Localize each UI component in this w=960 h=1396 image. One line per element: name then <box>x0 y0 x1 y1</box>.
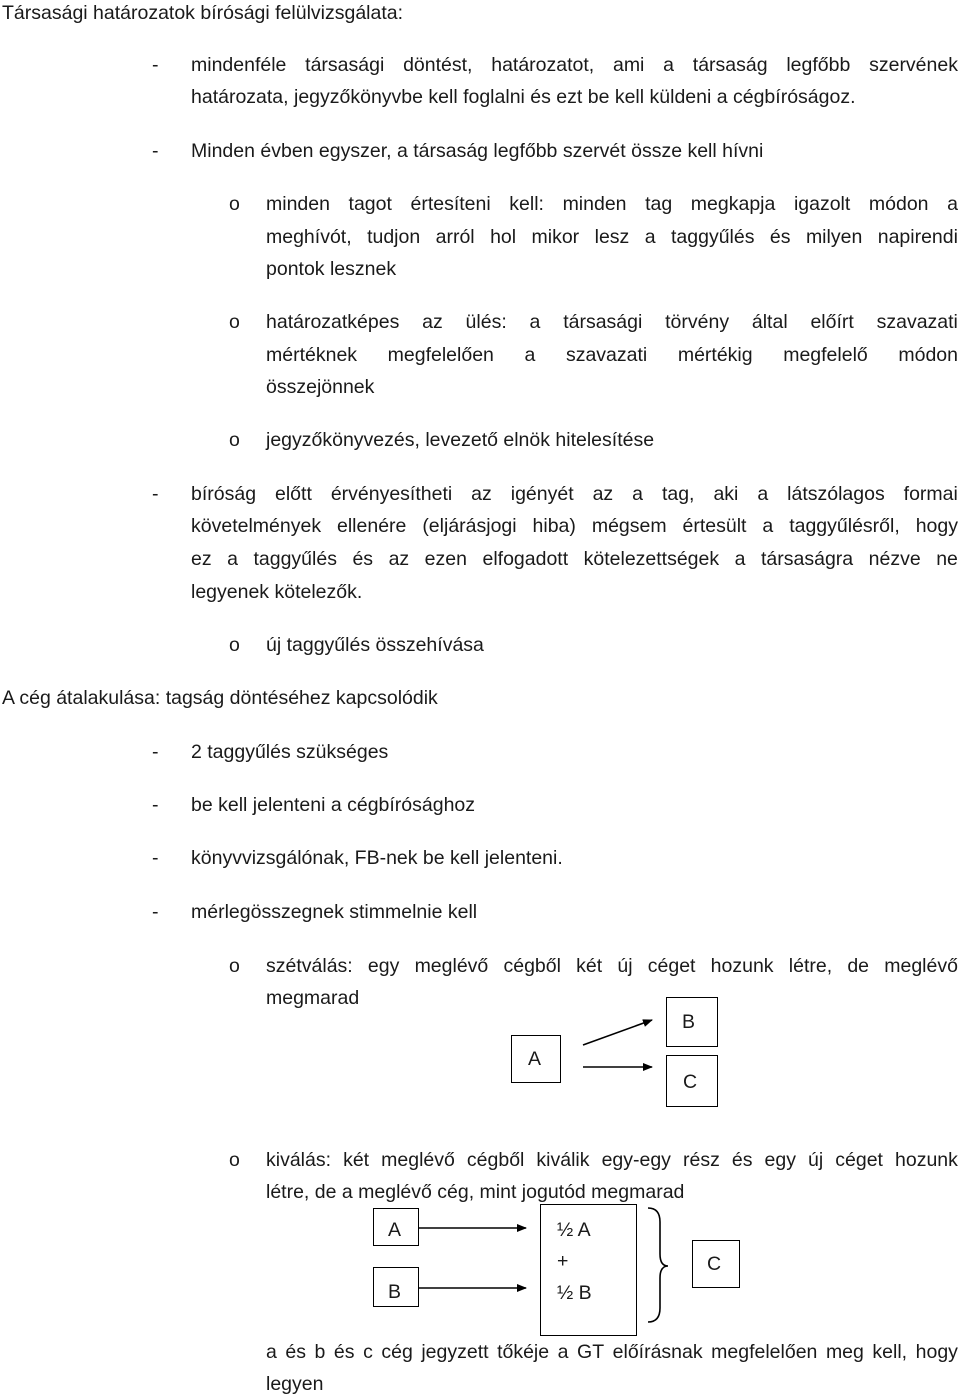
diagram-label-c: C <box>683 1071 698 1093</box>
item2-sub2-line3: összejönnek <box>266 376 375 398</box>
bullet-circle: o <box>229 311 240 333</box>
bullet-circle: o <box>229 634 240 656</box>
item2-sub3: jegyzőkönyvezés, levezető elnök hitelesítése <box>266 429 655 451</box>
item3-line3: ez a taggyűlés és az ezen elfogadott kötelezettségek a társaságra nézve ne <box>191 548 958 570</box>
item2-sub1-line3: pontok lesznek <box>266 258 397 280</box>
item3-line4: legyenek kötelezők. <box>191 581 363 603</box>
bullet-circle: o <box>229 429 240 451</box>
bullet-circle: o <box>229 955 240 977</box>
section2-item-1: 2 taggyűlés szükséges <box>191 741 389 763</box>
szetvalas-line1: szétválás: egy meglévő cégből két új céget hozunk létre, de meglévő <box>266 955 958 977</box>
item2-sub2-line2: mértéknek megfelelően a szavazati mértékig megfelelő módon <box>266 344 958 366</box>
item2-text: Minden évben egyszer, a társaság legfőbb szervét össze kell hívni <box>191 140 764 162</box>
diagram-label-half-a: ½ A <box>557 1219 591 1241</box>
closing-line1: a és b és c cég jegyzett tőkéje a GT előírásnak megfelelően meg kell, hogy <box>266 1341 958 1363</box>
right-brace-icon <box>648 1208 668 1322</box>
item3-line2: követelmények ellenére (eljárásjogi hiba) mégsem értesült a taggyűlésről, hogy <box>191 515 958 537</box>
diagram-label-half-b: ½ B <box>557 1282 592 1304</box>
item2-sub1-line2: meghívót, tudjon arról hol mikor lesz a taggyűlés és milyen napirendi <box>266 226 958 248</box>
bullet-circle: o <box>229 193 240 215</box>
kivalas-line1: kiválás: két meglévő cégből kiválik egy-egy rész és egy új céget hozunk <box>266 1149 958 1171</box>
szetvalas-line2: megmarad <box>266 987 360 1009</box>
section2-item-3: könyvvizsgálónak, FB-nek be kell jelenteni. <box>191 847 563 869</box>
diagram-label-a: A <box>388 1219 402 1241</box>
section-heading: A cég átalakulása: tagság döntéséhez kapcsolódik <box>2 687 438 709</box>
bullet-dash: - <box>152 483 159 505</box>
diagram-label-a: A <box>528 1048 542 1070</box>
bullet-dash: - <box>152 54 159 76</box>
item3-line1: bíróság előtt érvényesítheti az igényét az a tag, aki a látszólagos formai <box>191 483 958 505</box>
bullet-dash: - <box>152 741 159 763</box>
section2-item-4: mérlegösszegnek stimmelnie kell <box>191 901 478 923</box>
kivalas-line2: létre, de a meglévő cég, mint jogutód megmarad <box>266 1181 685 1203</box>
bullet-dash: - <box>152 794 159 816</box>
item2-sub2-line1: határozatképes az ülés: a társasági törvény által előírt szavazati <box>266 311 958 333</box>
diagram-label-plus: + <box>557 1250 569 1272</box>
diagram-label-b: B <box>388 1281 402 1303</box>
bullet-dash: - <box>152 140 159 162</box>
page-title: Társasági határozatok bírósági felülvizsgálata: <box>2 2 404 24</box>
item1-line1: mindenféle társasági döntést, határozatot, ami a társaság legfőbb szervének <box>191 54 958 76</box>
closing-line2: legyen <box>266 1373 324 1395</box>
bullet-dash: - <box>152 847 159 869</box>
diagram-label-c: C <box>707 1253 722 1275</box>
bullet-circle: o <box>229 1149 240 1171</box>
item3-sub1: új taggyűlés összehívása <box>266 634 484 656</box>
item2-sub1-line1: minden tagot értesíteni kell: minden tag megkapja igazolt módon a <box>266 193 958 215</box>
item1-line2: határozata, jegyzőkönyvbe kell foglalni és ezt be kell küldeni a cégbíróságoz. <box>191 86 856 108</box>
section2-item-2: be kell jelenteni a cégbírósághoz <box>191 794 476 816</box>
bullet-dash: - <box>152 901 159 923</box>
diagram-label-b: B <box>682 1011 696 1033</box>
arrow-a-to-b <box>583 1020 652 1045</box>
